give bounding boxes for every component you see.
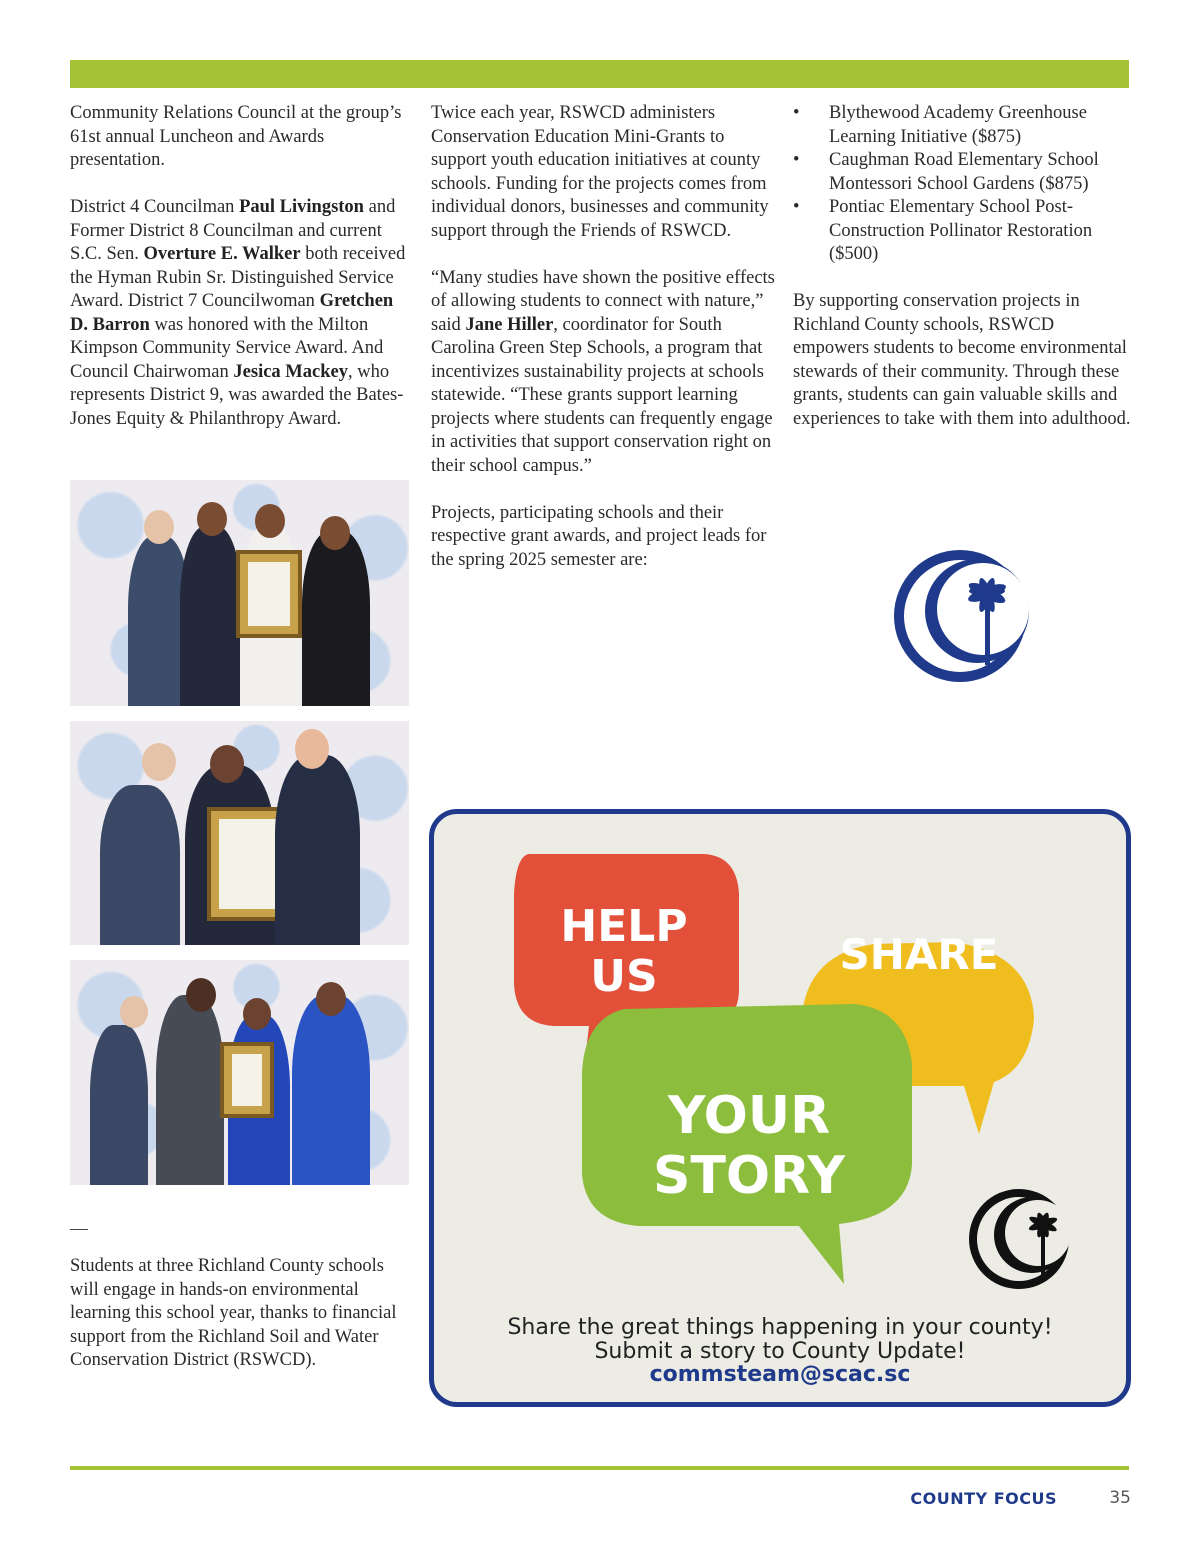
person-head xyxy=(120,996,148,1028)
col2-paragraph-3: Projects, participating schools and their respective grant awards, and project leads for the spring 2025 semester are: xyxy=(431,502,767,570)
col1-paragraph-2 xyxy=(70,196,410,431)
bubble-share-text: SHARE xyxy=(839,930,999,979)
person-head xyxy=(255,504,285,538)
promo-line-1: Share the great things happening in your county! xyxy=(507,1315,1053,1340)
name-paul-livingston: Paul Livingston xyxy=(239,197,364,217)
award-frame xyxy=(236,550,302,638)
person-head xyxy=(320,516,350,550)
promo-line-2: Submit a story to County Update! xyxy=(594,1339,966,1364)
person xyxy=(156,995,224,1185)
award-photo-1 xyxy=(70,480,409,706)
person xyxy=(292,995,370,1185)
person-head xyxy=(243,998,271,1030)
name-jesica-mackey: Jesica Mackey xyxy=(233,361,348,382)
person xyxy=(180,526,242,706)
person xyxy=(275,755,360,945)
small-logo-icon xyxy=(969,1189,1071,1289)
person xyxy=(302,531,370,706)
section-dash: — xyxy=(70,1218,88,1238)
text-run: “Many studies have shown the positive effects of allowing students to connect with nature,” said xyxy=(431,267,775,335)
column-1-lower xyxy=(70,1255,410,1396)
award-frame xyxy=(220,1042,274,1118)
person-head xyxy=(316,982,346,1016)
bubble-help-us-text: HELP US xyxy=(560,901,688,1002)
person-head xyxy=(295,729,329,769)
page-number: 35 xyxy=(1109,1488,1131,1508)
column-3 xyxy=(793,102,1133,455)
footer-divider xyxy=(70,1466,1129,1470)
promo-email-link[interactable]: commsteam@scac.sc xyxy=(649,1362,911,1387)
share-story-promo xyxy=(429,809,1131,1407)
award-photo-2 xyxy=(70,721,409,945)
text-run: both received the Hyman Rubin Sr. Distinguished Service Award. District 7 Councilwoman xyxy=(70,244,406,311)
col1-paragraph-3: Students at three Richland County schools will engage in hands-on environmental learning this school year, thanks to financial support from the Richland Soil and Water Conservation District (RSWCD). xyxy=(70,1256,397,1370)
col2-paragraph-2 xyxy=(431,267,776,479)
list-item: • Pontiac Elementary School Post-Construction Pollinator Restoration ($500) xyxy=(793,196,1133,267)
person-head xyxy=(144,510,174,544)
person xyxy=(100,785,180,945)
column-1 xyxy=(70,102,410,455)
person-head xyxy=(197,502,227,536)
text-run: , who represents District 9, was awarded the Bates-Jones Equity & Philanthropy Award. xyxy=(70,361,404,429)
person-head xyxy=(210,745,244,783)
col2-paragraph-1: Twice each year, RSWCD administers Conservation Education Mini-Grants to support youth education initiatives at county schools. Funding for the projects comes from individual donors, businesses and community support through the Friends of RSWCD. xyxy=(431,103,769,241)
person xyxy=(90,1025,148,1185)
list-item: • Caughman Road Elementary School Montessori School Gardens ($875) xyxy=(793,149,1133,196)
col3-paragraph-1: By supporting conservation projects in Richland County schools, RSWCD empowers students to become environmental stewards of their community. Through these grants, students can gain valuable skills and experiences to take with them into adulthood. xyxy=(793,291,1131,429)
text-run: and Former District 8 Councilman and current S.C. Sen. xyxy=(70,197,396,264)
list-item: • Blythewood Academy Greenhouse Learning Initiative ($875) xyxy=(793,102,1133,149)
top-accent-bar xyxy=(70,60,1129,88)
award-photo-3 xyxy=(70,960,409,1185)
col1-paragraph-1: Community Relations Council at the group’s 61st annual Luncheon and Awards presentation. xyxy=(70,103,402,170)
grant-project-list xyxy=(793,102,1133,267)
text-run: was honored with the Milton Kimpson Community Service Award. And Council Chairwoman xyxy=(70,314,384,382)
crescent-palmetto-logo xyxy=(891,547,1029,685)
person-head xyxy=(142,743,176,781)
column-2 xyxy=(431,102,776,596)
text-run: , coordinator for South Carolina Green Step Schools, a program that incentivizes sustainability projects at schools statewide. “These grants support learning projects where students can frequently engage in activities that support conservation right on their school campus.” xyxy=(431,314,773,476)
bubble-your-story-text: YOUR STORY xyxy=(653,1086,845,1206)
name-overture-walker: Overture E. Walker xyxy=(143,244,301,264)
text-run: District 4 Councilman xyxy=(70,197,240,217)
person-head xyxy=(186,978,216,1012)
footer-section-label: COUNTY FOCUS xyxy=(910,1489,1057,1508)
name-jane-hiller: Jane Hiller xyxy=(465,314,554,335)
name-gretchen-barron: Gretchen D. Barron xyxy=(70,291,394,335)
